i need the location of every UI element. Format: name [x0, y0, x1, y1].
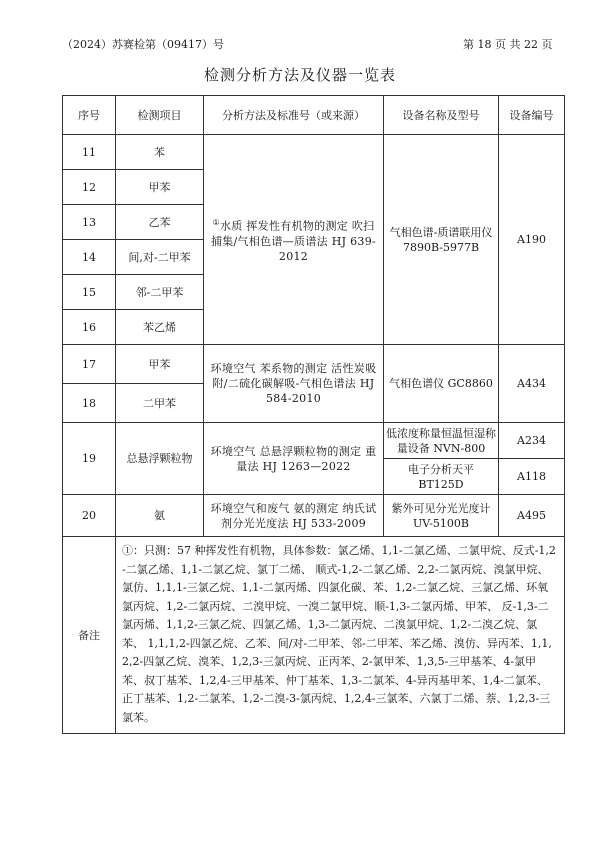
row-number: 17 [63, 345, 116, 384]
remarks-label: 备注 [63, 537, 116, 734]
table-row [63, 495, 565, 537]
footnote-mark: ① [212, 218, 220, 228]
row-number: 19 [63, 423, 116, 495]
table-header-row [63, 96, 565, 135]
row-number: 16 [63, 310, 116, 345]
method-cell: 环境空气 总悬浮颗粒物的测定 重量法 HJ 1263—2022 [204, 423, 384, 495]
page-info: 第 18 页 共 22 页 [463, 38, 553, 51]
method-text: 水质 挥发性有机物的测定 吹扫捕集/气相色谱—质谱法 HJ 639-2012 [210, 219, 377, 263]
method-cell: 环境空气 苯系物的测定 活性炭吸附/二硫化碳解吸-气相色谱法 HJ 584-2010 [204, 345, 384, 423]
test-item: 苯 [116, 135, 204, 170]
row-number: 11 [63, 135, 116, 170]
column-header: 设备编号 [499, 96, 565, 135]
remarks-text: ①：只测：57 种挥发性有机物，具体参数：氯乙烯、1,1-二氯乙烯、二氯甲烷、反式-1,2-二氯乙烯、1,1-二氯乙烷、氯丁二烯、 顺式-1,2-二氯乙烯、2,2-二氯丙烷、溴氯甲烷、氯仿、1,1,1-三氯乙烷、1,1-二氯丙烯、四氯化碳、苯、1,2-二氯乙烷、三氯乙烯、环氧氯丙烷、1,2-二氯丙烷、二溴甲烷、一溴二氯甲烷、顺-1,3-二氯丙烯、甲苯、 反-1,3-二氯丙烯、1,1,2-三氯乙烷、四氯乙烯、1,3-二氯丙烷、二溴氯甲烷、1,2-二溴乙烷、氯苯、 1,1,1,2-四氯乙烷、乙苯、间/对-二甲苯、邻-二甲苯、苯乙烯、溴仿、异丙苯、1,1,2,2-四氯乙烷、溴苯、1,2,3-三氯丙烷、正丙苯、2-氯甲苯、1,3,5-三甲基苯、4-氯甲苯、叔丁基苯、1,2,4-三甲基苯、仲丁基苯、1,3-二氯苯、4-异丙基甲苯、1,4-二氯苯、正丁基苯、1,2-二氯苯、1,2-二溴-3-氯丙烷、1,2,4-三氯苯、六氯丁二烯、萘、1,2,3-三氯苯。 [116, 537, 565, 734]
test-item: 乙苯 [116, 205, 204, 240]
device-number-cell: A434 [499, 345, 565, 423]
row-number: 12 [63, 170, 116, 205]
device-cell: 气相色谱-质谱联用仪 7890B-5977B [384, 135, 499, 345]
row-number: 20 [63, 495, 116, 537]
column-header: 序号 [63, 96, 116, 135]
method-cell: 环境空气和废气 氨的测定 纳氏试剂分光光度法 HJ 533-2009 [204, 495, 384, 537]
method-instrument-table [62, 95, 565, 734]
row-number: 15 [63, 275, 116, 310]
table-row [63, 423, 565, 459]
method-cell [204, 135, 384, 345]
device-cell: 电子分析天平 BT125D [384, 459, 499, 495]
column-header: 设备名称及型号 [384, 96, 499, 135]
row-number: 13 [63, 205, 116, 240]
test-item: 甲苯 [116, 345, 204, 384]
device-cell: 紫外可见分光光度计 UV-5100B [384, 495, 499, 537]
report-number: （2024）苏赛检第（09417）号 [62, 38, 224, 51]
device-number-cell: A234 [499, 423, 565, 459]
test-item: 间,对-二甲苯 [116, 240, 204, 275]
test-item: 苯乙烯 [116, 310, 204, 345]
test-item: 二甲苯 [116, 384, 204, 423]
device-cell: 低浓度称量恒温恒湿称量设备 NVN-800 [384, 423, 499, 459]
column-header: 分析方法及标准号（或来源） [204, 96, 384, 135]
row-number: 18 [63, 384, 116, 423]
device-number-cell: A118 [499, 459, 565, 495]
table-row [63, 135, 565, 170]
device-cell: 气相色谱仪 GC8860 [384, 345, 499, 423]
device-number-cell: A495 [499, 495, 565, 537]
test-item: 甲苯 [116, 170, 204, 205]
page-title: 检测分析方法及仪器一览表 [203, 66, 396, 84]
remarks-row [63, 537, 565, 734]
device-number-cell: A190 [499, 135, 565, 345]
test-item: 总悬浮颗粒物 [116, 423, 204, 495]
row-number: 14 [63, 240, 116, 275]
table-row [63, 345, 565, 384]
test-item: 氨 [116, 495, 204, 537]
test-item: 邻-二甲苯 [116, 275, 204, 310]
column-header: 检测项目 [116, 96, 204, 135]
